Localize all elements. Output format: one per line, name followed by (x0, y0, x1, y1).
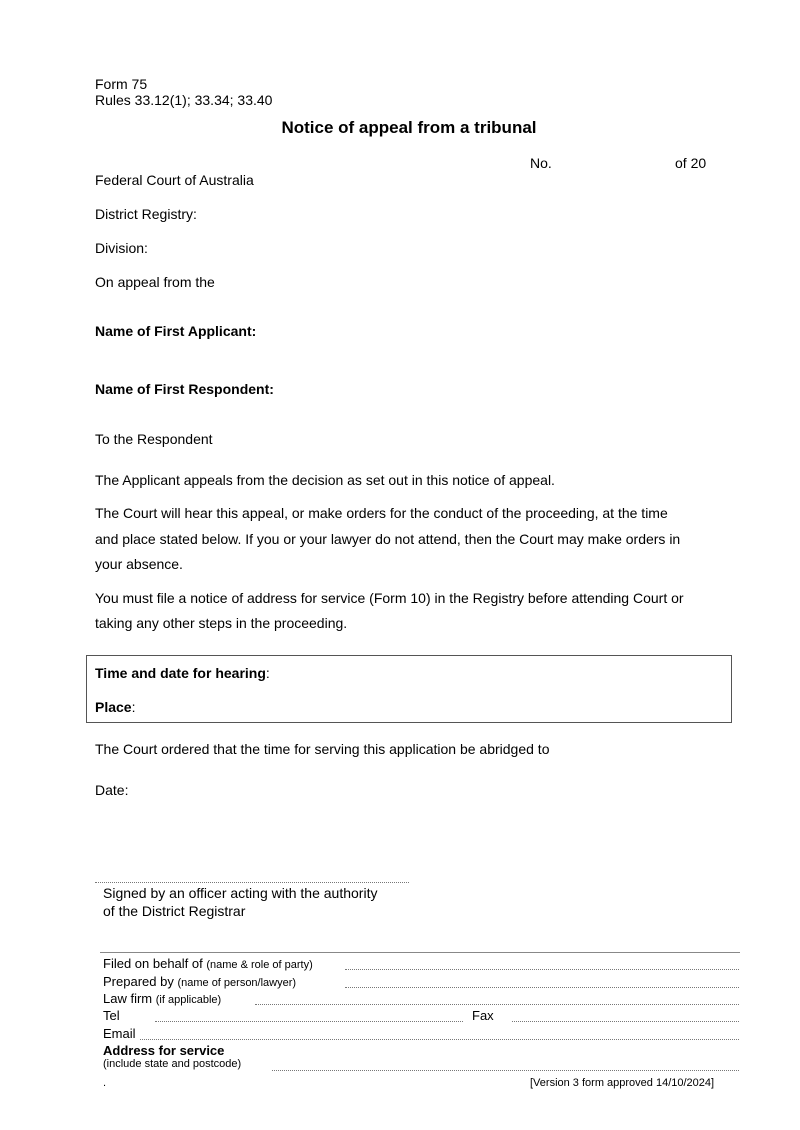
to-respondent: To the Respondent (95, 431, 213, 447)
paragraph-1: The Applicant appeals from the decision as set out in this notice of appeal. (95, 472, 555, 488)
law-firm-hint: (if applicable) (155, 994, 222, 1006)
footer-divider (100, 952, 740, 953)
prepared-hint: (name of person/lawyer) (177, 977, 297, 989)
law-firm-field[interactable] (255, 1004, 739, 1005)
law-firm-label: Law firm (103, 991, 153, 1006)
division-label: Division: (95, 240, 148, 256)
fax-field[interactable] (512, 1021, 739, 1022)
time-date-label: Time and date for hearing (95, 665, 266, 681)
filed-label: Filed on behalf of (103, 956, 203, 971)
tel-field[interactable] (155, 1021, 463, 1022)
place-colon: : (131, 699, 136, 715)
first-applicant-label: Name of First Applicant: (95, 323, 257, 339)
of-year-label: of 20 (675, 155, 707, 171)
version-note: [Version 3 form approved 14/10/2024] (530, 1077, 715, 1089)
page-title: Notice of appeal from a tribunal (281, 118, 537, 137)
court-name: Federal Court of Australia (95, 172, 254, 188)
prepared-label: Prepared by (103, 974, 174, 989)
date-label: Date: (95, 782, 129, 798)
time-date-colon: : (265, 665, 270, 681)
paragraph-3-line-1: You must file a notice of address for service (Form 10) in the Registry before attending Court or (95, 590, 684, 606)
prepared-by-row (103, 974, 296, 989)
appeal-from-label: On appeal from the (95, 274, 215, 290)
prepared-field[interactable] (345, 987, 739, 988)
paragraph-3-line-2: taking any other steps in the proceeding. (95, 615, 348, 631)
footer-dot: . (103, 1077, 107, 1089)
form-number: Form 75 (95, 76, 148, 92)
rules-reference: Rules 33.12(1); 33.34; 33.40 (95, 92, 273, 108)
address-field[interactable] (272, 1070, 739, 1071)
abridged-text: The Court ordered that the time for serving this application be abridged to (95, 741, 550, 757)
email-field[interactable] (140, 1039, 739, 1040)
no-label: No. (530, 155, 552, 171)
paragraph-2-line-2: and place stated below. If you or your lawyer do not attend, then the Court may make orders in (95, 531, 681, 547)
time-date-row (95, 665, 270, 681)
paragraph-2-line-1: The Court will hear this appeal, or make orders for the conduct of the proceeding, at the time (95, 505, 668, 521)
law-firm-row (103, 991, 221, 1006)
filed-field[interactable] (345, 969, 739, 970)
hearing-box (86, 655, 732, 723)
email-label: Email (103, 1026, 136, 1041)
address-label: Address for service (103, 1043, 225, 1058)
filed-hint: (name & role of party) (206, 959, 313, 971)
place-row (95, 699, 135, 715)
fax-label: Fax (472, 1008, 494, 1023)
address-hint: (include state and postcode) (103, 1058, 242, 1070)
signature-text-line-1: Signed by an officer acting with the authority (103, 885, 378, 901)
district-registry-label: District Registry: (95, 206, 197, 222)
filed-on-behalf-row (103, 956, 313, 971)
signature-line (95, 882, 409, 883)
place-label: Place (95, 699, 132, 715)
signature-text-line-2: of the District Registrar (103, 903, 246, 919)
first-respondent-label: Name of First Respondent: (95, 381, 274, 397)
paragraph-2-line-3: your absence. (95, 556, 183, 572)
tel-label: Tel (103, 1008, 120, 1023)
